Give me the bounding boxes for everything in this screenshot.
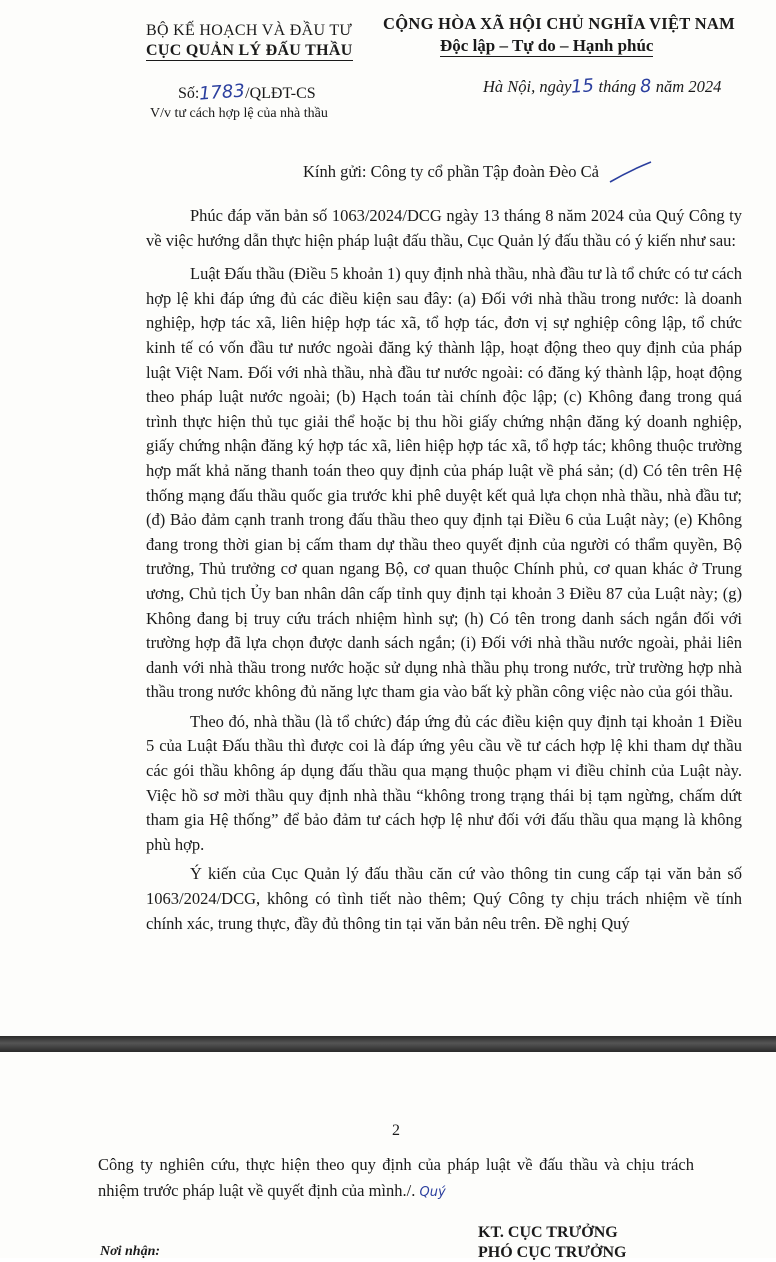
paragraph-conclusion: Theo đó, nhà thầu (là tổ chức) đáp ứng đủ các điều kiện quy định tại khoản 1 Điều 5 của Luật Đấu thầu thì được coi là đáp ứng yêu cầu về tư cách hợp lệ khi tham dự thầu các gói thầu không áp dụng đấu thầu qua mạng thuộc phạm vi điều chỉnh của Luật này. Việc hồ sơ mời thầu quy định nhà thầu “không trong trạng thái bị tạm ngừng, chấm dứt tham gia Hệ thống” để bảo đảm tư cách hợp lệ như đối với đấu thầu qua mạng là không phù hợp.	[146, 711, 742, 854]
handwritten-doc-number: 1783	[198, 80, 246, 105]
recipient-line: Kính gửi: Công ty cổ phần Tập đoàn Đèo Cả	[303, 161, 599, 181]
page-number: 2	[392, 1122, 400, 1139]
document-date: Hà Nội, ngày15 tháng 8 năm 2024	[483, 75, 722, 98]
recipients-label: Nơi nhận:	[100, 1244, 161, 1259]
signer-title: KT. CỤC TRƯỞNG	[478, 1224, 618, 1241]
document-page-2	[0, 1052, 776, 1261]
letter-body	[146, 204, 742, 941]
handwritten-initials: Quý	[419, 1185, 446, 1200]
document-number: Số:1783/QLĐT-CS	[178, 80, 316, 105]
ministry-name: BỘ KẾ HOẠCH VÀ ĐẦU TƯ	[146, 22, 353, 39]
agency-name: CỤC QUẢN LÝ ĐẤU THẦU	[146, 42, 353, 59]
document-subject: V/v tư cách hợp lệ của nhà thầu	[150, 106, 328, 121]
paragraph-basis: Ý kiến của Cục Quản lý đấu thầu căn cứ vào thông tin cung cấp tại văn bản số 1063/2024/DCG, không có tình tiết nào thêm; Quý Công ty chịu trách nhiệm về tính chính xác, trung thực, đầy đủ thông tin tại văn bản nêu trên. Đề nghị Quý	[146, 864, 742, 933]
handwritten-day: 15	[570, 75, 596, 98]
closing-paragraph: Công ty nghiên cứu, thực hiện theo quy định của pháp luật về đấu thầu và chịu trách nhiệm trước pháp luật về quyết định của mình./. Quý	[98, 1155, 694, 1200]
paragraph-law-conditions: Luật Đấu thầu (Điều 5 khoản 1) quy định nhà thầu, nhà đầu tư là tổ chức có tư cách hợp lệ khi đáp ứng đủ các điều kiện sau đây: (a) Đối với nhà thầu trong nước: là doanh nghiệp, hợp tác xã, liên hiệp hợp tác xã, tổ hợp tác, đơn vị sự nghiệp công lập, tổ chức kinh tế có vốn đầu tư nước ngoài đăng ký thành lập, hoạt động theo quy định của pháp luật Việt Nam. Đối với nhà thầu, nhà đầu tư nước ngoài: có đăng ký thành lập, hoạt động theo pháp luật nước ngoài; (b) Hạch toán tài chính độc lập; (c) Không đang trong quá trình thực hiện thủ tục giải thể hoặc bị thu hồi giấy chứng nhận đăng ký doanh nghiệp, giấy chứng nhận đăng ký hợp tác xã, liên hiệp hợp tác xã, tổ hợp tác; không thuộc trường hợp mất khả năng thanh toán theo quy định của pháp luật về phá sản; (d) Có tên trên Hệ thống mạng đấu thầu quốc gia trước khi phê duyệt kết quả lựa chọn nhà thầu, nhà đầu tư; (đ) Bảo đảm cạnh tranh trong đấu thầu theo quy định tại Điều 6 của Luật này; (e) Không đang trong thời gian bị cấm tham dự thầu theo quyết định của người có thẩm quyền, Bộ trưởng, Thủ trưởng cơ quan ngang Bộ, cơ quan thuộc Chính phủ, cơ quan khác ở Trung ương, Chủ tịch Ủy ban nhân dân cấp tỉnh quy định tại khoản 3 Điều 87 của Luật này; (g) Không đang bị truy cứu trách nhiệm hình sự; (h) Có tên trong danh sách ngắn đối với trường hợp đã lựa chọn được danh sách ngắn; (i) Đối với nhà thầu nước ngoài, phải liên danh với nhà thầu trong nước hoặc sử dụng nhà thầu phụ trong nước, trừ trường hợp nhà thầu trong nước không đủ năng lực tham gia vào bất kỳ phần công việc nào của gói thầu.	[146, 264, 742, 702]
pen-tick-icon	[606, 160, 654, 186]
handwritten-month: 8	[639, 75, 653, 98]
signer-subtitle: PHÓ CỤC TRƯỞNG	[478, 1244, 627, 1261]
paragraph-reply: Phúc đáp văn bản số 1063/2024/DCG ngày 13 tháng 8 năm 2024 của Quý Công ty về việc hướng dẫn thực hiện pháp luật đấu thầu, Cục Quản lý đấu thầu có ý kiến như sau:	[146, 206, 742, 250]
republic-title: CỘNG HÒA XÃ HỘI CHỦ NGHĨA VIỆT NAM	[383, 14, 736, 33]
national-motto: Độc lập – Tự do – Hạnh phúc	[440, 36, 654, 55]
page-separator	[0, 1036, 776, 1052]
